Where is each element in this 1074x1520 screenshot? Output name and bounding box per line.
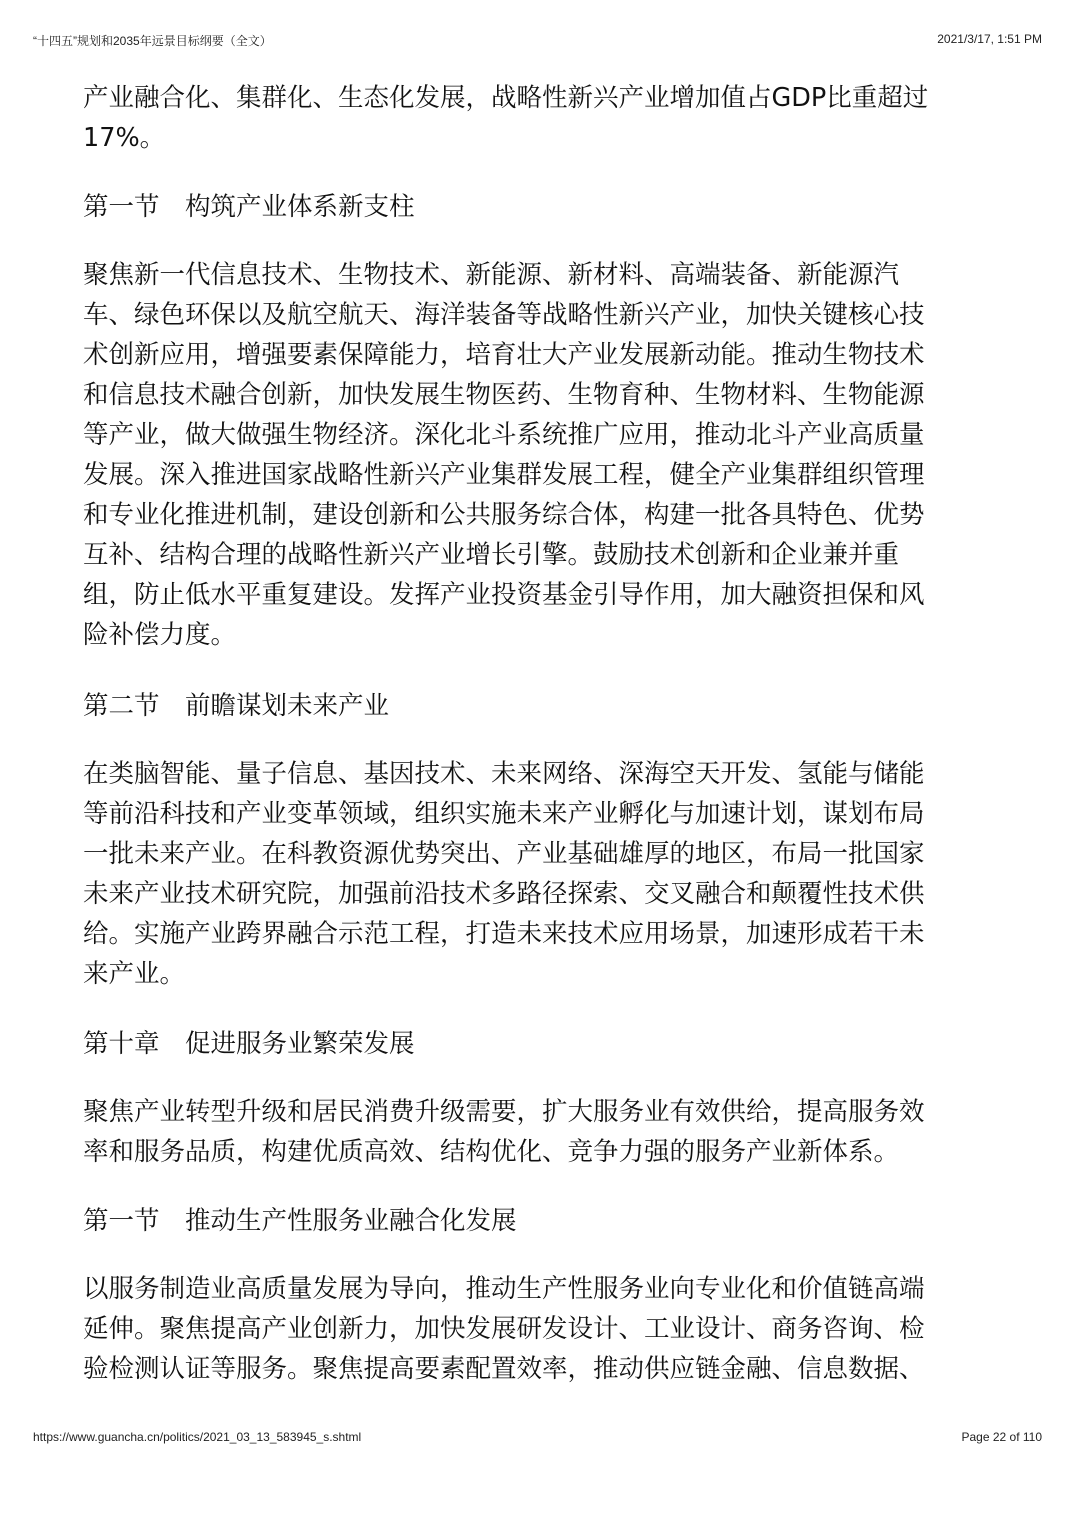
- text-line: 以服务制造业高质量发展为导向，推动生产性服务业向专业化和价值链高端: [83, 1274, 925, 1304]
- text-line: 第一节 推动生产性服务业融合化发展: [83, 1206, 517, 1236]
- text-line: 未来产业技术研究院，加强前沿技术多路径探索、交叉融合和颠覆性技术供: [83, 879, 925, 909]
- text-line: 聚焦产业转型升级和居民消费升级需要，扩大服务业有效供给，提高服务效: [83, 1097, 925, 1127]
- print-header-datetime: 2021/3/17, 1:51 PM: [937, 32, 1042, 46]
- paragraph: [83, 78, 1013, 158]
- text-line: 产业融合化、集群化、生态化发展，战略性新兴产业增加值占GDP比重超过: [83, 83, 929, 113]
- print-header-title: “十四五”规划和2035年远景目标纲要（全文）: [33, 34, 272, 48]
- text-line: 第一节 构筑产业体系新支柱: [83, 192, 415, 222]
- text-line: 互补、结构合理的战略性新兴产业增长引擎。鼓励技术创新和企业兼并重: [83, 540, 900, 570]
- paragraph: [83, 255, 1013, 655]
- paragraph: [83, 754, 1013, 994]
- text-line: 延伸。聚焦提高产业创新力，加快发展研发设计、工业设计、商务咨询、检: [83, 1314, 925, 1344]
- text-line: 来产业。: [83, 959, 186, 989]
- text-line: 率和服务品质，构建优质高效、结构优化、竞争力强的服务产业新体系。: [83, 1137, 900, 1167]
- text-line: 一批未来产业。在科教资源优势突出、产业基础雄厚的地区，布局一批国家: [83, 839, 925, 869]
- text-line: 在类脑智能、量子信息、基因技术、未来网络、深海空天开发、氢能与储能: [83, 759, 925, 789]
- text-line: 等产业，做大做强生物经济。深化北斗系统推广应用，推动北斗产业高质量: [83, 420, 925, 450]
- section-heading: [83, 1201, 1013, 1241]
- text-line: 给。实施产业跨界融合示范工程，打造未来技术应用场景，加速形成若干未: [83, 919, 925, 949]
- paragraph: [83, 1092, 1013, 1172]
- text-line: 17%。: [83, 123, 166, 153]
- section-heading: [83, 686, 1013, 726]
- print-footer-page: Page 22 of 110: [961, 1430, 1042, 1444]
- text-line: 术创新应用，增强要素保障能力，培育壮大产业发展新动能。推动生物技术: [83, 340, 925, 370]
- text-line: 验检测认证等服务。聚焦提高要素配置效率，推动供应链金融、信息数据、: [83, 1354, 925, 1384]
- text-line: 车、绿色环保以及航空航天、海洋装备等战略性新兴产业，加快关键核心技: [83, 300, 925, 330]
- print-footer-url: https://www.guancha.cn/politics/2021_03_13_583945_s.shtml: [33, 1430, 362, 1444]
- text-line: 发展。深入推进国家战略性新兴产业集群发展工程，健全产业集群组织管理: [83, 460, 925, 490]
- text-line: 聚焦新一代信息技术、生物技术、新能源、新材料、高端装备、新能源汽: [83, 260, 900, 290]
- text-line: 等前沿科技和产业变革领域，组织实施未来产业孵化与加速计划，谋划布局: [83, 799, 925, 829]
- section-heading: [83, 187, 1013, 227]
- text-line: 和专业化推进机制，建设创新和公共服务综合体，构建一批各具特色、优势: [83, 500, 925, 530]
- text-line: 组，防止低水平重复建设。发挥产业投资基金引导作用，加大融资担保和风: [83, 580, 925, 610]
- text-line: 第二节 前瞻谋划未来产业: [83, 691, 390, 721]
- text-line: 第十章 促进服务业繁荣发展: [83, 1029, 415, 1059]
- section-heading: [83, 1024, 1013, 1064]
- text-line: 险补偿力度。: [83, 620, 237, 650]
- paragraph: [83, 1269, 1013, 1389]
- text-line: 和信息技术融合创新，加快发展生物医药、生物育种、生物材料、生物能源: [83, 380, 925, 410]
